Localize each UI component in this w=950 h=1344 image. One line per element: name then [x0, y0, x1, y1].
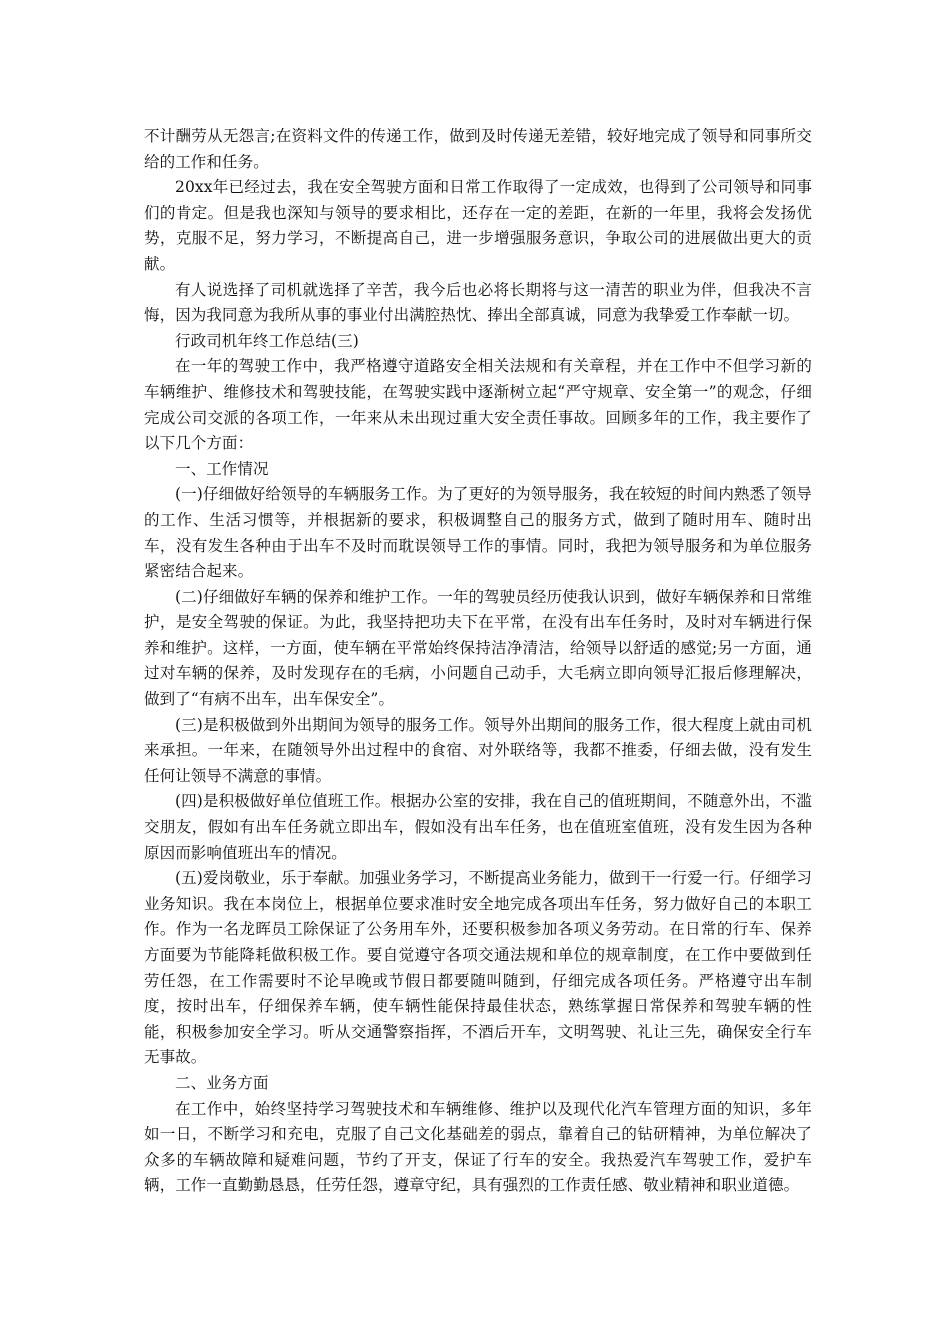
heading-work-status: 一、工作情况: [175, 459, 269, 478]
paragraph-business: 在工作中，始终坚持学习驾驶技术和车辆维修、维护以及现代化汽车管理方面的知识，多年如一日，不断学习和充电，克服了自己文化基础差的弱点，靠着自己的钻研精神，为单位解决了众多的车辆故障和疑难问题，节约了开支，保证了行车的安全。我热爱汽车驾驶工作，爱护车辆，工作一直勤勤恳恳，任劳任怨，遵章守纪，具有强烈的工作责任感、敬业精神和职业道德。: [144, 1099, 812, 1195]
paragraph-continuation: 不计酬劳从无怨言;在资料文件的传递工作，做到及时传递无差错，较好地完成了领导和同事所交给的工作和任务。: [144, 127, 812, 171]
paragraph-item-5: (五)爱岗敬业，乐于奉献。加强业务学习，不断提高业务能力，做到干一行爱一行。仔细学习业务知识。我在本岗位上，根据单位要求准时安全地完成各项出车任务，努力做好自己的本职工作。作为一名龙晖员工除保证了公务用车外，还要积极参加各项义务劳动。在日常的行车、保养方面要为节能降耗做积极工作。要自觉遵守各项交通法规和单位的规章制度，在工作中要做到任劳任怨，在工作需要时不论早晚或节假日都要随叫随到，仔细完成各项任务。严格遵守出车制度，按时出车，仔细保养车辆，使车辆性能保持最佳状态，熟练掌握日常保养和驾驶车辆的性能，积极参加安全学习。听从交通警察指挥，不酒后开车，文明驾驶、礼让三先，确保安全行车无事故。: [144, 869, 812, 1067]
paragraph-item-2: (二)仔细做好车辆的保养和维护工作。一年的驾驶员经历使我认识到，做好车辆保养和日常维护，是安全驾驶的保证。为此，我坚持把功夫下在平常，在没有出车任务时，及时对车辆进行保养和维护。这样，一方面，使车辆在平常始终保持洁净清洁，给领导以舒适的感觉;另一方面，通过对车辆的保养，及时发现存在的毛病，小问题自己动手，大毛病立即向领导汇报后修理解决，做到了“有病不出车，出车保安全”。: [144, 587, 812, 709]
section-title: 行政司机年终工作总结(三): [175, 331, 359, 350]
paragraph-item-4: (四)是积极做好单位值班工作。根据办公室的安排，我在自己的值班期间，不随意外出，不滥交朋友，假如有出车任务就立即出车，假如没有出车任务，也在值班室值班，没有发生因为各种原因而影响值班出车的情况。: [144, 792, 812, 862]
paragraph-intro: 在一年的驾驶工作中，我严格遵守道路安全相关法规和有关章程，并在工作中不但学习新的车辆维护、维修技术和驾驶技能，在驾驶实践中逐渐树立起“严守规章、安全第一”的观念，仔细完成公司交派的各项工作，一年来从未出现过重大安全责任事故。回顾多年的工作，我主要作了以下几个方面：: [144, 357, 812, 453]
paragraph-item-3: (三)是积极做到外出期间为领导的服务工作。领导外出期间的服务工作，很大程度上就由司机来承担。一年来，在随领导外出过程中的食宿、对外联络等，我都不推委，仔细去做，没有发生任何让领导不满意的事情。: [144, 715, 812, 785]
paragraph-commitment: 有人说选择了司机就选择了辛苦，我今后也必将长期将与这一清苦的职业为伴，但我决不言悔，因为我同意为我所从事的事业付出满腔热忱、捧出全部真诚，同意为我挚爱工作奉献一切。: [144, 280, 812, 325]
heading-business: 二、业务方面: [175, 1073, 269, 1092]
paragraph-item-1: (一)仔细做好给领导的车辆服务工作。为了更好的为领导服务，我在较短的时间内熟悉了领导的工作、生活习惯等，并根据新的要求，积极调整自己的服务方式，做到了随时用车、随时出车，没有发生各种由于出车不及时而耽误领导工作的事情。同时，我把为领导服务和为单位服务紧密结合起来。: [144, 485, 812, 581]
document-body: [144, 124, 812, 1199]
paragraph-summary-year: 20xx年已经过去，我在安全驾驶方面和日常工作取得了一定成效，也得到了公司领导和同事们的肯定。但是我也深知与领导的要求相比，还存在一定的差距，在新的一年里，我将会发扬优势，克服不足，努力学习，不断提高自己，进一步增强服务意识，争取公司的进展做出更大的贡献。: [144, 178, 812, 273]
